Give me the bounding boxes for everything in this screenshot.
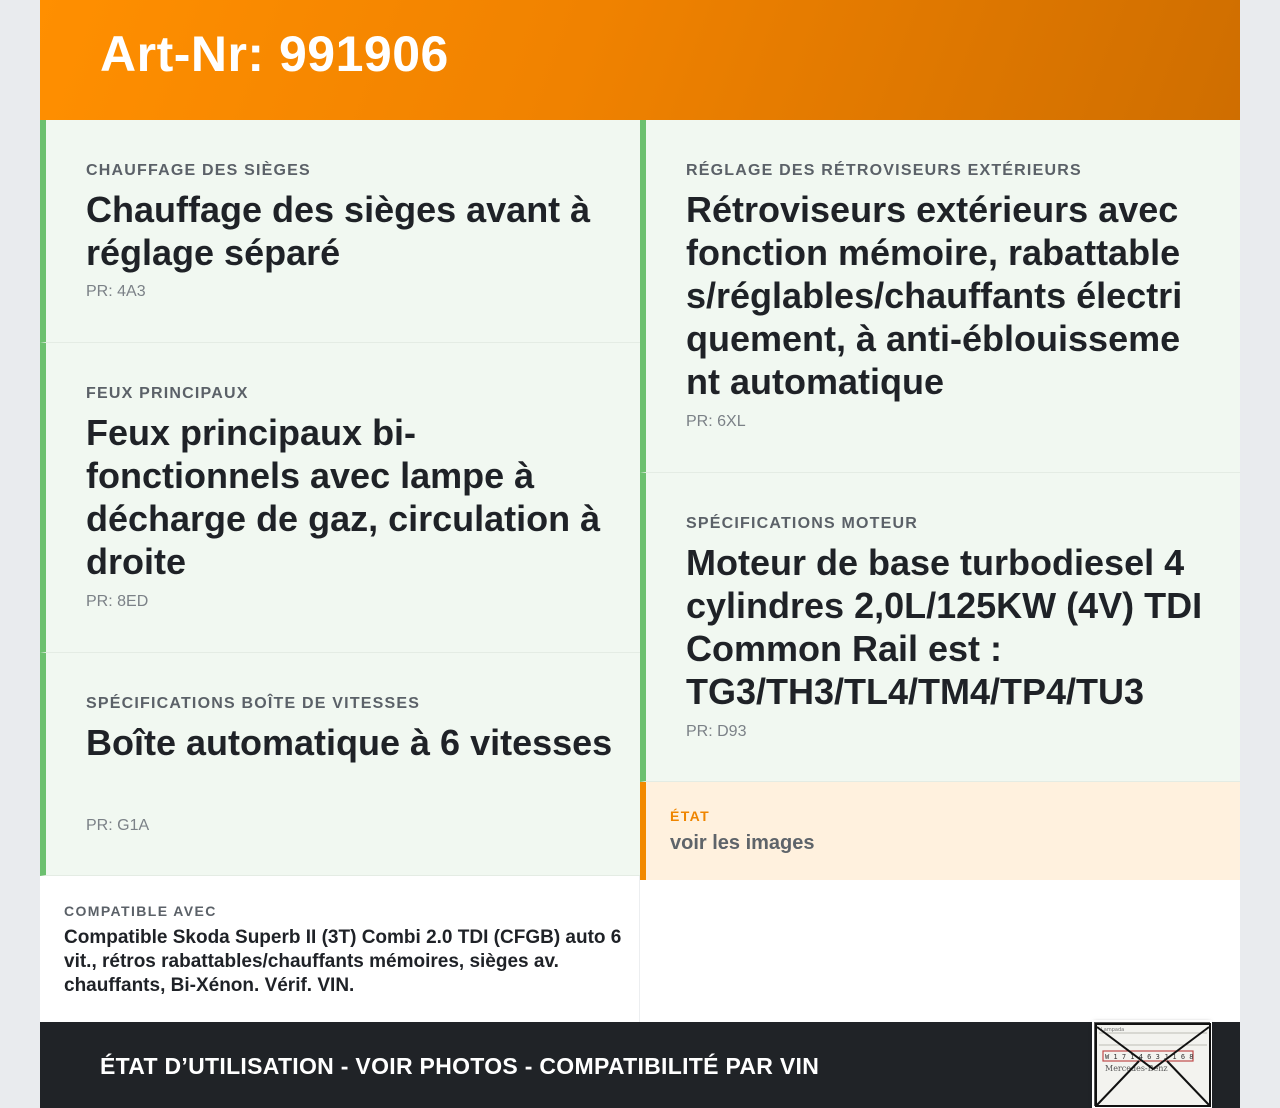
option-pr-code: PR: 4A3 — [86, 283, 146, 300]
option-card-seat-heating — [40, 120, 640, 343]
envelope-stamp-image — [1094, 1022, 1210, 1106]
condition-value: voir les images — [670, 832, 815, 854]
page — [40, 0, 1240, 1108]
stamp-corner-text: Lampada — [1101, 1027, 1125, 1033]
option-pr-code: PR: D93 — [686, 723, 747, 740]
stamp-brand-text: Mercedes-Benz — [1105, 1064, 1168, 1073]
option-title: Boîte automatique à 6 vitesses — [86, 722, 613, 763]
right-column — [640, 120, 1240, 782]
option-category: CHAUFFAGE DES SIÈGES — [86, 162, 311, 179]
option-card-headlights — [40, 343, 640, 653]
option-pr-code: PR: G1A — [86, 817, 150, 834]
option-card-mirrors — [640, 120, 1240, 473]
header-bar — [40, 0, 1240, 120]
option-title: Moteur de base turbodiesel 4 cylindres 2,0L/125KW (4V) TDI Common Rail est : TG3/TH3/TL4/TM4/TP4/TU3 — [686, 542, 1203, 712]
left-column — [40, 120, 640, 876]
option-title: Rétroviseurs extérieurs avec fonction mémoire, rabattables/réglables/chauffants électriquement, à anti-éblouissement automatique — [686, 189, 1183, 402]
option-category: RÉGLAGE DES RÉTROVISEURS EXTÉRIEURS — [686, 162, 1082, 179]
option-pr-code: PR: 8ED — [86, 593, 149, 610]
article-number-title: Art-Nr: 991906 — [100, 26, 449, 82]
compatibility-label: COMPATIBLE AVEC — [64, 903, 217, 919]
option-card-engine — [640, 473, 1240, 782]
option-category: FEUX PRINCIPAUX — [86, 385, 249, 402]
option-category: SPÉCIFICATIONS MOTEUR — [686, 515, 919, 532]
option-category: SPÉCIFICATIONS BOÎTE DE VITESSES — [86, 695, 421, 712]
footer-text: ÉTAT D’UTILISATION - VOIR PHOTOS - COMPATIBILITÉ PAR VIN — [100, 1053, 820, 1079]
option-title: Chauffage des sièges avant à réglage séparé — [86, 189, 591, 273]
envelope-icon — [1095, 1023, 1211, 1107]
condition-label: ÉTAT — [670, 808, 711, 824]
condition-box — [640, 782, 1240, 880]
compatibility-box — [40, 876, 640, 1022]
compatibility-text: Compatible Skoda Superb II (3T) Combi 2.0 TDI (CFGB) auto 6 vit., rétros rabattables/chauffants mémoires, sièges av. chauffants, Bi-Xénon. Vérif. VIN. — [64, 927, 622, 996]
footer-bar — [40, 1022, 1240, 1108]
option-card-gearbox — [40, 653, 640, 876]
option-title: Feux principaux bi-fonctionnels avec lampe à décharge de gaz, circulation à droite — [86, 412, 601, 582]
option-pr-code: PR: 6XL — [686, 413, 746, 430]
stamp-vin-text: W 1 7 1 4 6 3 J 1 6 8 — [1105, 1053, 1194, 1061]
